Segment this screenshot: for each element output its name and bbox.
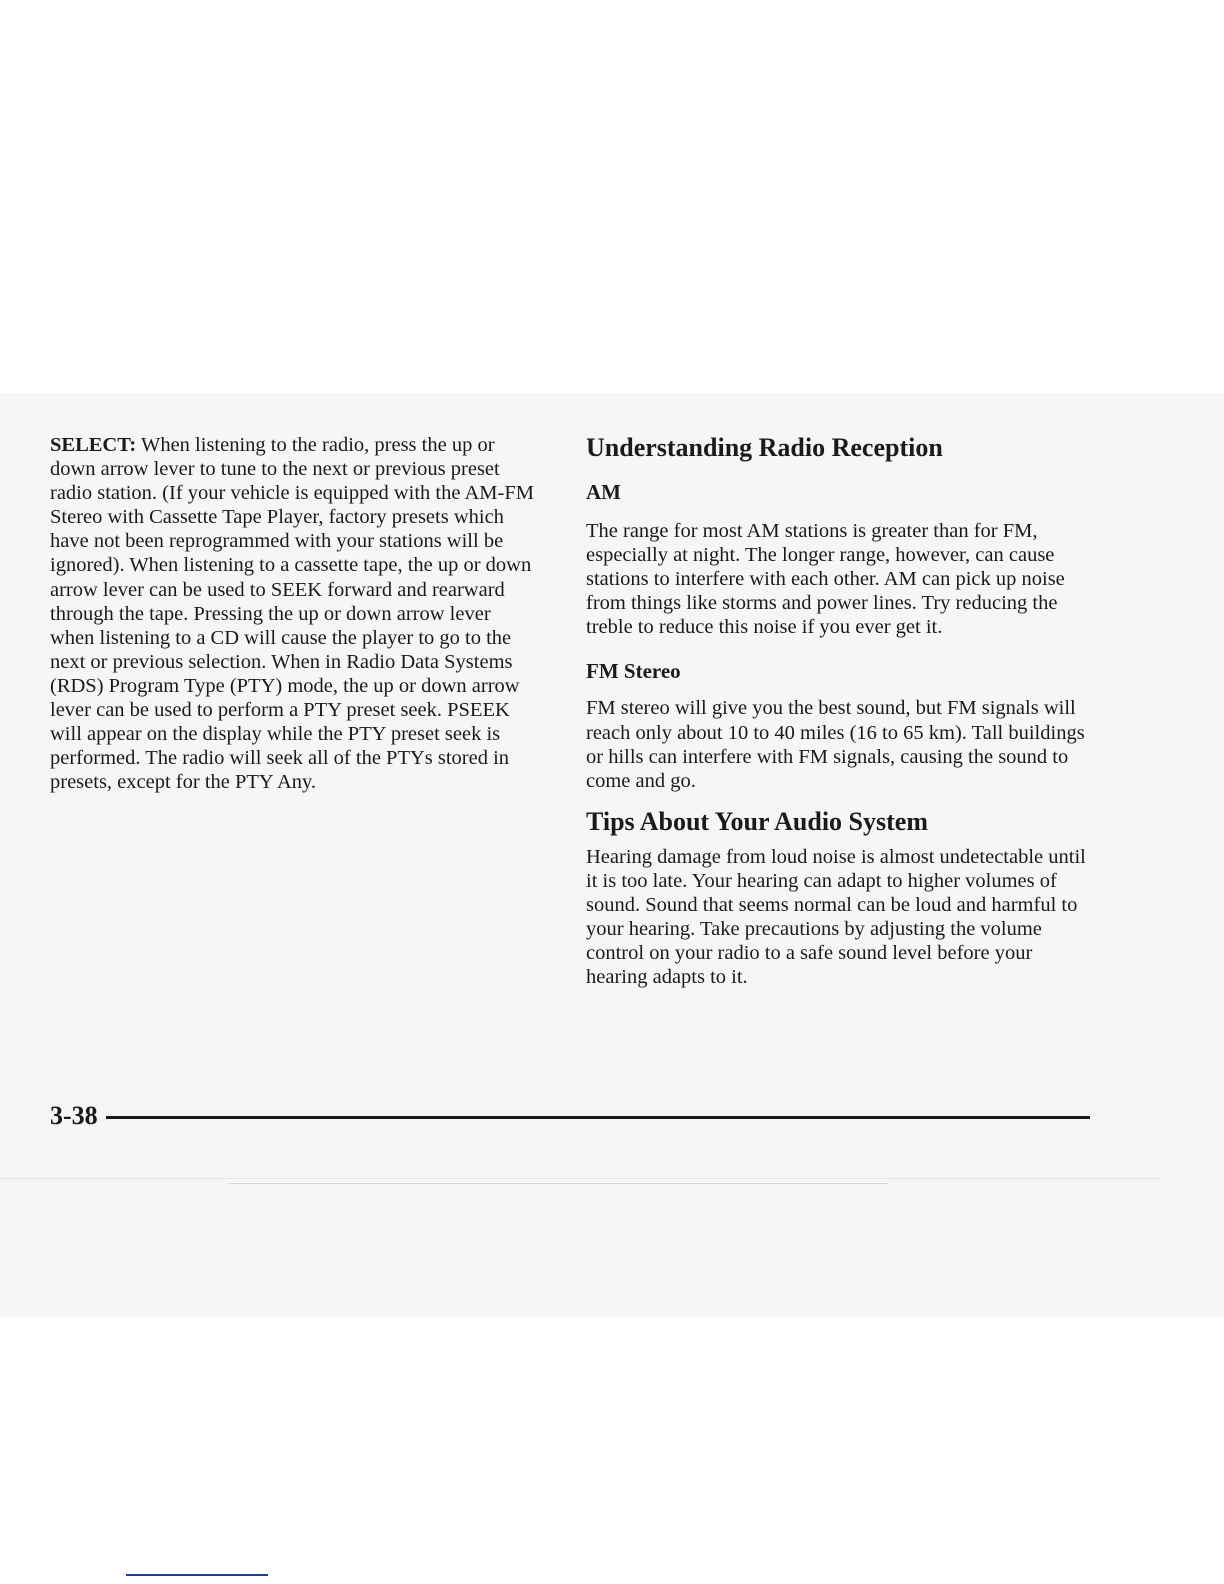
right-column xyxy=(586,433,1086,989)
bottom-edge-mark xyxy=(126,1574,268,1576)
scan-artifact-line xyxy=(228,1183,888,1184)
tips-heading: Tips About Your Audio System xyxy=(586,806,928,836)
tips-paragraph: Hearing damage from loud noise is almost undetectable until it is too late. Your hearing can adapt to higher volumes of sound. Sound that seems normal can be loud and harmful to your hearing. Take precautions by adjusting the volume control on your radio to a safe sound level before your hearing adapts to it. xyxy=(586,845,1086,989)
am-heading: AM xyxy=(586,480,621,504)
select-paragraph xyxy=(50,433,538,794)
left-column xyxy=(50,433,538,794)
scan-artifact-line xyxy=(0,1178,1160,1179)
footer-rule xyxy=(106,1116,1090,1119)
select-term: SELECT: xyxy=(50,434,137,456)
page-footer xyxy=(50,1101,1090,1131)
select-body: When listening to the radio, press the up or down arrow lever to tune to the next or previous preset radio station. (If your vehicle is equipped with the AM-FM Stereo with Cassette Tape Player, factory presets which have not been reprogrammed with your stations will be ignored). When listening to a cassette tape, the up or down arrow lever can be used to SEEK forward and rearward through the tape. Pressing the up or down arrow lever when listening to a CD will cause the player to go to the next or previous selection. When in Radio Data Systems (RDS) Program Type (PTY) mode, the up or down arrow lever can be used to perform a PTY preset seek. PSEEK will appear on the display while the PTY preset seek is performed. The radio will seek all of the PTYs stored in presets, except for the PTY Any. xyxy=(50,434,534,794)
fm-heading: FM Stereo xyxy=(586,659,681,684)
fm-paragraph: FM stereo will give you the best sound, but FM signals will reach only about 10 to 40 miles (16 to 65 km). Tall buildings or hills can interfere with FM signals, causing the sound to come and go. xyxy=(586,697,1085,792)
reception-heading: Understanding Radio Reception xyxy=(586,433,943,462)
page-number: 3-38 xyxy=(50,1101,98,1130)
am-paragraph: The range for most AM stations is greater than for FM, especially at night. The longer range, however, can cause stations to interfere with each other. AM can pick up noise from things like storms and power lines. Try reducing the treble to reduce this noise if you ever get it. xyxy=(586,520,1065,639)
